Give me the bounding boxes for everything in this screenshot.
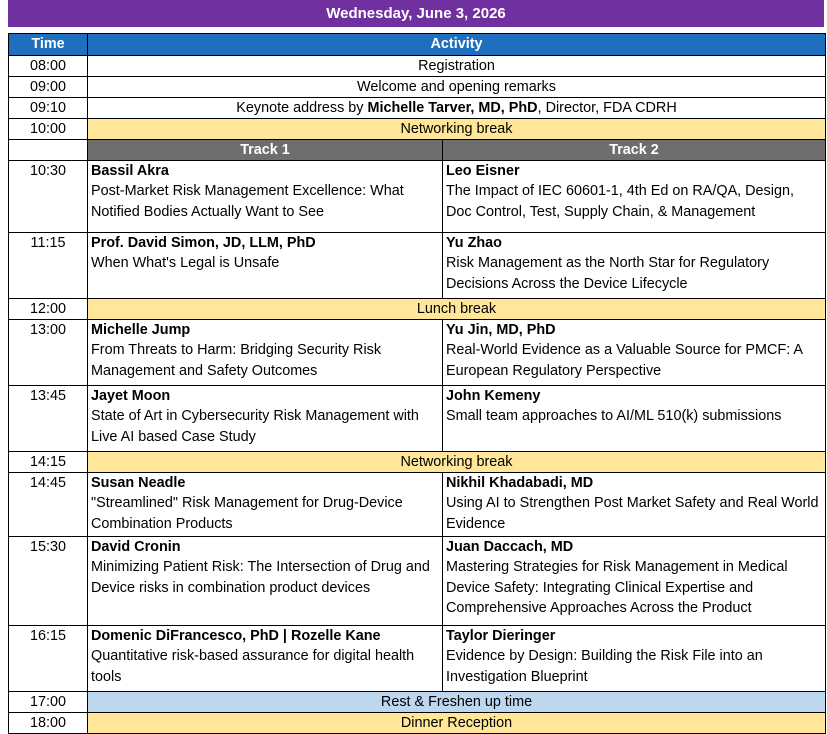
break-cell: Lunch break — [88, 298, 826, 319]
session-row — [9, 232, 826, 298]
speaker-name: Juan Daccach, MD — [446, 538, 574, 555]
time-column-header: Time — [9, 34, 88, 56]
track-2-session — [443, 625, 826, 691]
talk-title: "Streamlined" Risk Management for Drug-Device Combination Products — [91, 495, 403, 532]
track-header-row — [9, 139, 826, 160]
activity-cell: Registration — [88, 55, 826, 76]
speaker-name: Jayet Moon — [91, 387, 171, 404]
row-lunch-break — [9, 298, 826, 319]
track-2-session — [443, 385, 826, 451]
speaker-name: Domenic DiFrancesco, PhD | Rozelle Kane — [91, 627, 381, 644]
track-1-session — [88, 160, 443, 232]
time-cell: 18:00 — [9, 712, 88, 733]
time-cell: 10:30 — [9, 160, 88, 232]
talk-title: Small team approaches to AI/ML 510(k) submissions — [446, 408, 782, 425]
speaker-name: Yu Jin, MD, PhD — [446, 321, 556, 338]
track-1-header: Track 1 — [88, 139, 443, 160]
talk-title: Real-World Evidence as a Valuable Source for PMCF: A European Regulatory Perspective — [446, 342, 803, 379]
time-cell: 10:00 — [9, 118, 88, 139]
speaker-name: Prof. David Simon, JD, LLM, PhD — [91, 234, 316, 251]
row-dinner — [9, 712, 826, 733]
track-2-session — [443, 319, 826, 385]
time-cell: 13:45 — [9, 385, 88, 451]
time-cell: 14:15 — [9, 451, 88, 472]
talk-title: Risk Management as the North Star for Regulatory Decisions Across the Device Lifecycle — [446, 255, 770, 292]
talk-title: Quantitative risk-based assurance for digital health tools — [91, 648, 415, 685]
speaker-name: Yu Zhao — [446, 234, 502, 251]
talk-title: From Threats to Harm: Bridging Security Risk Management and Safety Outcomes — [91, 342, 382, 379]
break-cell: Networking break — [88, 451, 826, 472]
break-cell: Networking break — [88, 118, 826, 139]
speaker-name: Taylor Dieringer — [446, 627, 556, 644]
speaker-name: Leo Eisner — [446, 162, 520, 179]
session-row — [9, 536, 826, 625]
track-2-session — [443, 160, 826, 232]
talk-title: Mastering Strategies for Risk Management in Medical Device Safety: Integrating Clinical Expertise and Comprehensive Approaches Across the Product — [446, 559, 788, 617]
time-cell: 17:00 — [9, 691, 88, 712]
speaker-name: John Kemeny — [446, 387, 541, 404]
session-row — [9, 625, 826, 691]
rest-cell: Rest & Freshen up time — [88, 691, 826, 712]
keynote-cell — [88, 97, 826, 118]
session-row — [9, 319, 826, 385]
keynote-prefix: Keynote address by — [236, 99, 368, 116]
time-cell: 09:10 — [9, 97, 88, 118]
time-cell: 11:15 — [9, 232, 88, 298]
time-cell: 13:00 — [9, 319, 88, 385]
time-cell: 14:45 — [9, 472, 88, 536]
speaker-name: Susan Neadle — [91, 474, 186, 491]
speaker-name: David Cronin — [91, 538, 181, 555]
time-cell-empty — [9, 139, 88, 160]
schedule-table — [8, 33, 826, 734]
session-row — [9, 160, 826, 232]
day-title: Wednesday, June 3, 2026 — [8, 0, 824, 27]
speaker-name: Bassil Akra — [91, 162, 169, 179]
talk-title: Using AI to Strengthen Post Market Safety and Real World Evidence — [446, 495, 819, 532]
talk-title: Post-Market Risk Management Excellence: What Notified Bodies Actually Want to See — [91, 183, 404, 220]
keynote-suffix: , Director, FDA CDRH — [537, 99, 677, 116]
track-2-header: Track 2 — [443, 139, 826, 160]
keynote-speaker: Michelle Tarver, MD, PhD — [367, 99, 538, 116]
track-1-session — [88, 319, 443, 385]
talk-title: When What's Legal is Unsafe — [91, 255, 280, 272]
time-cell: 12:00 — [9, 298, 88, 319]
talk-title: The Impact of IEC 60601-1, 4th Ed on RA/QA, Design, Doc Control, Test, Supply Chain, & Management — [446, 183, 794, 220]
track-2-session — [443, 232, 826, 298]
speaker-name: Nikhil Khadabadi, MD — [446, 474, 594, 491]
session-row — [9, 472, 826, 536]
time-cell: 08:00 — [9, 55, 88, 76]
time-cell: 15:30 — [9, 536, 88, 625]
row-welcome — [9, 76, 826, 97]
track-1-session — [88, 232, 443, 298]
time-cell: 09:00 — [9, 76, 88, 97]
row-networking-break-1 — [9, 118, 826, 139]
activity-cell: Welcome and opening remarks — [88, 76, 826, 97]
talk-title: Evidence by Design: Building the Risk File into an Investigation Blueprint — [446, 648, 763, 685]
talk-title: Minimizing Patient Risk: The Intersection of Drug and Device risks in combination product devices — [91, 559, 430, 596]
track-1-session — [88, 536, 443, 625]
talk-title: State of Art in Cybersecurity Risk Management with Live AI based Case Study — [91, 408, 419, 445]
track-2-session — [443, 472, 826, 536]
time-cell: 16:15 — [9, 625, 88, 691]
track-2-session — [443, 536, 826, 625]
row-networking-break-2 — [9, 451, 826, 472]
row-rest — [9, 691, 826, 712]
track-1-session — [88, 385, 443, 451]
session-row — [9, 385, 826, 451]
activity-column-header: Activity — [88, 34, 826, 56]
table-header-row — [9, 34, 826, 56]
row-registration — [9, 55, 826, 76]
track-1-session — [88, 625, 443, 691]
speaker-name: Michelle Jump — [91, 321, 191, 338]
dinner-cell: Dinner Reception — [88, 712, 826, 733]
track-1-session — [88, 472, 443, 536]
row-keynote — [9, 97, 826, 118]
